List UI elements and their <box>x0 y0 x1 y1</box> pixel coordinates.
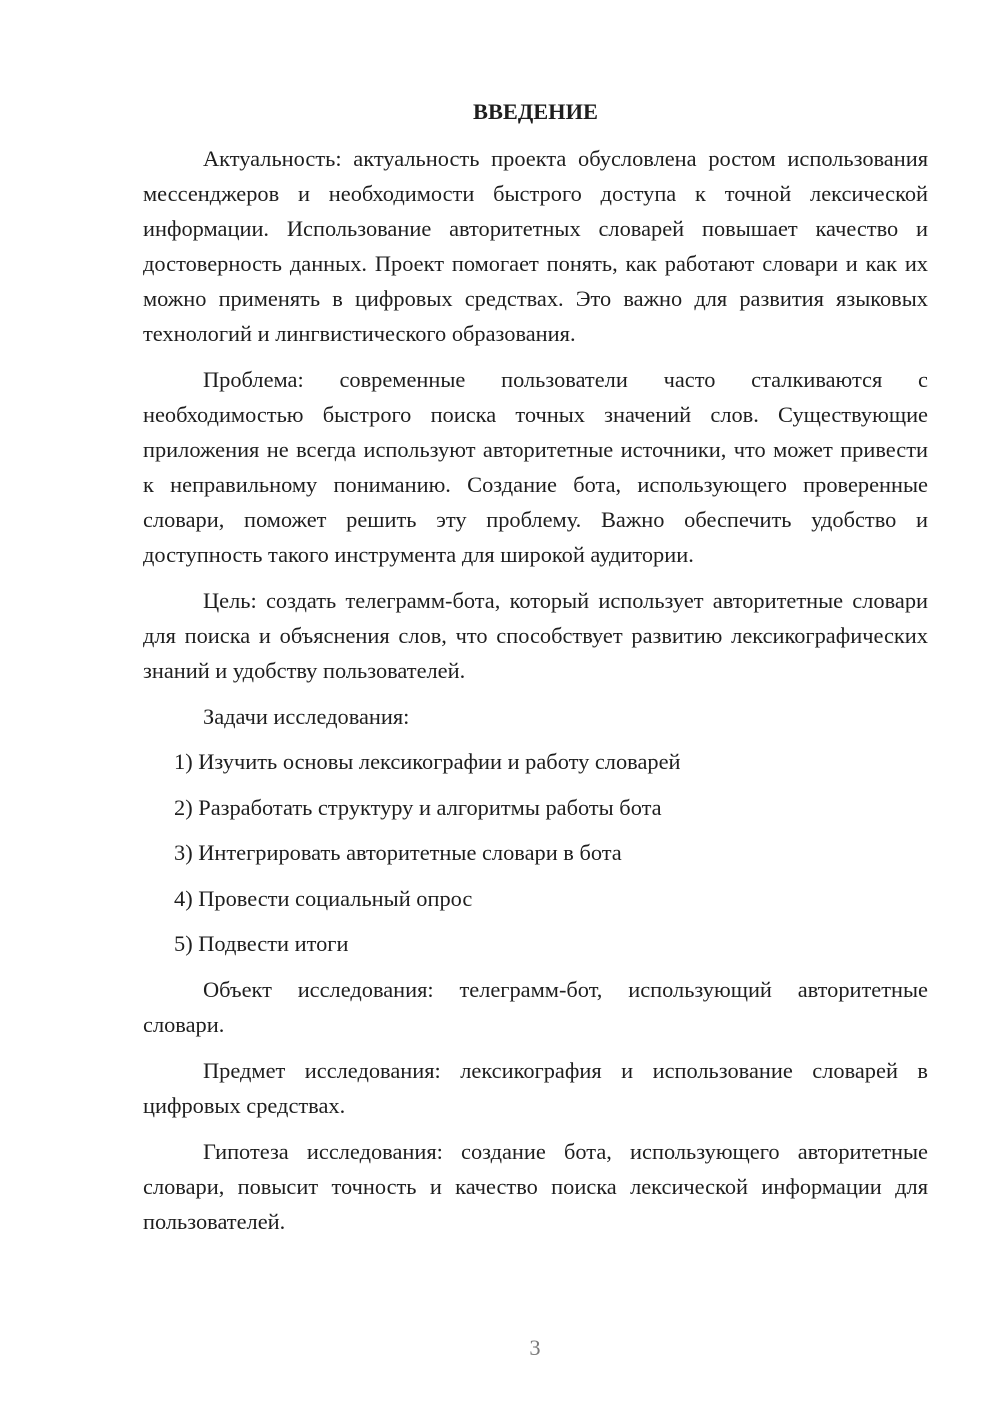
page-number: 3 <box>529 1335 541 1360</box>
section-title: ВВЕДЕНИЕ <box>473 99 598 124</box>
paragraph-subject: Предмет исследования: лексикография и использование словарей в цифровых средствах. <box>143 1057 928 1118</box>
paragraph-relevance: Актуальность: актуальность проекта обусловлена ростом использования мессенджеров и необходимости быстрого доступа к точной лексической информации. Использование авторитетных словарей повышает качество и достоверность данных. Проект помогает понять, как работают словари и как их можно применять в цифровых средствах. Это важно для развития языковых технологий и лингвистического образования. <box>143 146 928 346</box>
task-item: 5) Подвести итоги <box>174 931 349 956</box>
tasks-list <box>143 744 928 961</box>
task-item: 1) Изучить основы лексикографии и работу словарей <box>174 749 681 774</box>
tasks-heading: Задачи исследования: <box>203 704 410 729</box>
document-page <box>143 94 928 1250</box>
paragraph-goal: Цель: создать телеграмм-бота, который использует авторитетные словари для поиска и объяснения слов, что способствует развитию лексикографических знаний и удобству пользователей. <box>143 588 928 683</box>
task-item: 3) Интегрировать авторитетные словари в бота <box>174 840 622 865</box>
paragraph-object: Объект исследования: телеграмм-бот, использующий авторитетные словари. <box>143 976 928 1037</box>
paragraph-hypothesis: Гипотеза исследования: создание бота, использующего авторитетные словари, повысит точность и качество поиска лексической информации для пользователей. <box>143 1138 928 1234</box>
task-item: 2) Разработать структуру и алгоритмы работы бота <box>174 794 662 820</box>
task-item: 4) Провести социальный опрос <box>174 885 473 911</box>
paragraph-problem: Проблема: современные пользователи часто сталкиваются с необходимостью быстрого поиска точных значений слов. Существующие приложения не всегда используют авторитетные источники, что может привести к неправильному пониманию. Создание бота, использующего проверенные словари, поможет решить эту проблему. Важно обеспечить удобство и доступность такого инструмента для широкой аудитории. <box>143 367 928 567</box>
